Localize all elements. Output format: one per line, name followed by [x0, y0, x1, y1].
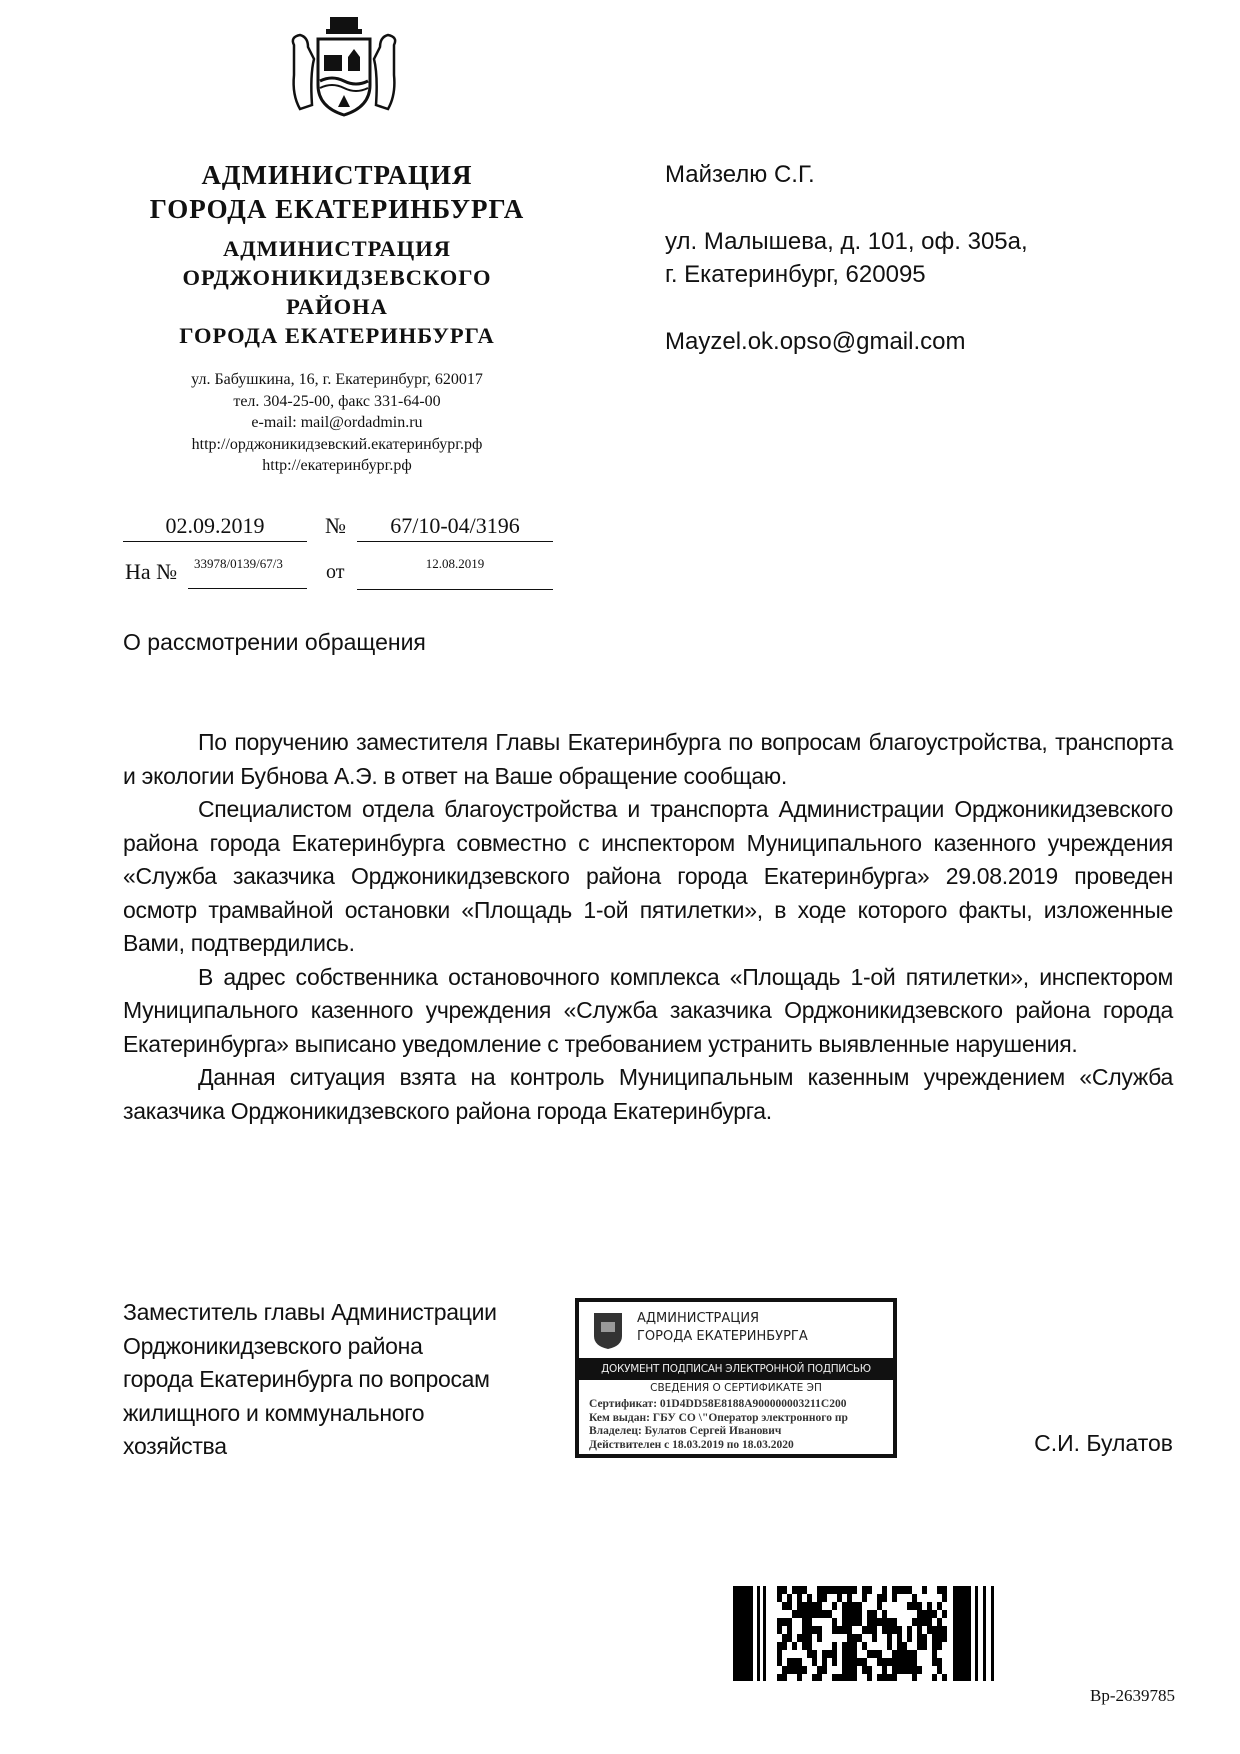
barcode-bar	[882, 1594, 887, 1602]
recipient-address-line1: ул. Малышева, д. 101, оф. 305а,	[665, 228, 1028, 255]
barcode-bar	[932, 1674, 937, 1681]
barcode-bar	[847, 1626, 852, 1634]
barcode-bar	[922, 1634, 927, 1642]
barcode-bar	[832, 1626, 837, 1634]
barcode-bar	[782, 1618, 787, 1626]
body-paragraph: В адрес собственника остановочного комплекса «Площадь 1-ой пятилетки», инспектором Муниципального казенного учреждения «Служба заказчика Орджоникидзевского района города Екатеринбурга» выписано уведомление с требованием устранить выявленные нарушения.	[123, 963, 1173, 1057]
barcode-bar	[837, 1674, 842, 1681]
barcode-bar	[882, 1586, 887, 1594]
barcode-bar	[812, 1626, 817, 1634]
barcode-bar	[817, 1602, 822, 1610]
barcode-bar	[922, 1642, 927, 1650]
barcode-bar	[777, 1594, 782, 1602]
stamp-validity: Действителен с 18.03.2019 по 18.03.2020	[589, 1438, 794, 1451]
stamp-title-line: ГОРОДА ЕКАТЕРИНБУРГА	[637, 1329, 808, 1344]
barcode-bar	[872, 1610, 877, 1618]
org-address: ул. Бабушкина, 16, г. Екатеринбург, 620017	[191, 371, 483, 388]
barcode-bar	[777, 1650, 782, 1658]
barcode-bar	[842, 1642, 847, 1650]
district-title-line: ГОРОДА ЕКАТЕРИНБУРГА	[179, 323, 495, 348]
barcode-bar	[857, 1658, 862, 1666]
barcode-bar	[842, 1602, 847, 1610]
barcode-bar	[787, 1666, 792, 1674]
barcode-bar	[792, 1610, 797, 1618]
ref-number: 33978/0139/67/3	[188, 556, 307, 589]
barcode-bar	[757, 1586, 760, 1681]
barcode-bar	[877, 1658, 882, 1666]
barcode-bar	[857, 1610, 862, 1618]
barcode-bar	[852, 1658, 857, 1666]
barcode-bar	[857, 1618, 862, 1626]
barcode-bar	[907, 1626, 912, 1634]
barcode-bar	[852, 1634, 857, 1642]
ref-from-label: от	[326, 561, 345, 583]
barcode-bar	[832, 1650, 837, 1658]
barcode-bar	[807, 1610, 812, 1618]
barcode-bar	[817, 1666, 822, 1674]
barcode-bar	[837, 1626, 842, 1634]
barcode-bar	[812, 1658, 817, 1666]
position-line: Заместитель главы Администрации	[123, 1299, 497, 1325]
barcode-bar	[777, 1586, 782, 1594]
barcode-bar	[917, 1618, 922, 1626]
barcode-bar	[812, 1602, 817, 1610]
barcode-bar	[937, 1658, 942, 1666]
barcode-bar	[782, 1674, 787, 1681]
barcode-bar	[983, 1586, 986, 1681]
barcode-bar	[837, 1594, 842, 1602]
barcode-bar	[842, 1586, 847, 1594]
barcode-bar	[892, 1586, 897, 1594]
barcode-bar	[877, 1650, 882, 1658]
barcode-bar	[802, 1626, 807, 1634]
barcode-bar	[842, 1666, 847, 1674]
stamp-subtitle: СВЕДЕНИЯ О СЕРТИФИКАТЕ ЭП	[650, 1382, 822, 1394]
body-paragraph: Данная ситуация взята на контроль Муниципальным казенным учреждением «Служба заказчика Орджоникидзевского района города Екатеринбурга.	[123, 1064, 1173, 1124]
barcode-bar	[852, 1642, 857, 1650]
barcode-bar	[892, 1650, 897, 1658]
signatory-name: С.И. Булатов	[1034, 1430, 1173, 1456]
barcode-bar	[822, 1650, 827, 1658]
barcode-bar	[942, 1610, 947, 1618]
barcode-bar	[882, 1626, 887, 1634]
barcode-bar	[887, 1642, 892, 1650]
barcode-bar	[862, 1642, 867, 1650]
barcode	[733, 1586, 995, 1681]
barcode-bar	[797, 1674, 802, 1681]
barcode-bar	[902, 1650, 907, 1658]
recipient-address-line2: г. Екатеринбург, 620095	[665, 261, 926, 288]
barcode-bar	[847, 1642, 852, 1650]
barcode-bar	[892, 1666, 897, 1674]
barcode-bar	[797, 1634, 802, 1642]
barcode-bar	[872, 1618, 877, 1626]
barcode-bar	[832, 1642, 837, 1650]
barcode-bar	[922, 1586, 927, 1594]
barcode-bar	[847, 1594, 852, 1602]
barcode-bar	[807, 1626, 812, 1634]
barcode-bar	[847, 1650, 852, 1658]
barcode-bar	[907, 1586, 912, 1594]
barcode-bar	[942, 1634, 947, 1642]
barcode-bar	[842, 1658, 847, 1666]
barcode-bar	[877, 1594, 882, 1602]
barcode-bar	[817, 1674, 822, 1681]
barcode-bar	[892, 1594, 897, 1602]
barcode-bar	[902, 1586, 907, 1594]
barcode-id: Вр-2639785	[1090, 1686, 1175, 1705]
barcode-bar	[797, 1602, 802, 1610]
barcode-bar	[827, 1650, 832, 1658]
barcode-bar	[917, 1642, 922, 1650]
barcode-bar	[937, 1586, 942, 1594]
number-label: №	[325, 513, 346, 538]
barcode-bar	[907, 1650, 912, 1658]
barcode-bar	[822, 1586, 827, 1594]
org-title-line2: ГОРОДА ЕКАТЕРИНБУРГА	[149, 194, 525, 224]
barcode-bar	[807, 1642, 812, 1650]
barcode-bar	[787, 1634, 792, 1642]
barcode-bar	[917, 1610, 922, 1618]
org-website-city: http://екатеринбург.рф	[262, 457, 412, 474]
barcode-bar	[802, 1586, 807, 1594]
stamp-issuer: Кем выдан: ГБУ СО \"Оператор электронного пр	[589, 1411, 848, 1424]
barcode-bar	[991, 1586, 994, 1681]
barcode-bar	[852, 1610, 857, 1618]
barcode-bar	[782, 1602, 787, 1610]
barcode-bar	[812, 1610, 817, 1618]
barcode-bar	[975, 1586, 978, 1681]
barcode-bar	[912, 1650, 917, 1658]
barcode-bar	[912, 1602, 917, 1610]
barcode-bar	[867, 1610, 872, 1618]
barcode-bar	[832, 1618, 837, 1626]
barcode-bar	[802, 1610, 807, 1618]
barcode-bar	[897, 1658, 902, 1666]
position-line: жилищного и коммунального	[123, 1399, 425, 1426]
barcode-bar	[852, 1618, 857, 1626]
barcode-bar	[917, 1634, 922, 1642]
barcode-bar	[792, 1586, 797, 1594]
barcode-bar	[777, 1642, 782, 1650]
barcode-bar	[782, 1666, 787, 1674]
barcode-bar	[907, 1666, 912, 1674]
barcode-bar	[937, 1634, 942, 1642]
barcode-bar	[867, 1674, 872, 1681]
barcode-bar	[847, 1610, 852, 1618]
barcode-bar	[882, 1666, 887, 1674]
barcode-bar	[797, 1586, 802, 1594]
barcode-bar	[842, 1618, 847, 1626]
barcode-bar	[927, 1602, 932, 1610]
barcode-bar	[857, 1602, 862, 1610]
barcode-bar	[887, 1658, 892, 1666]
barcode-bar	[912, 1674, 917, 1681]
barcode-bar	[802, 1666, 807, 1674]
barcode-bar	[782, 1634, 787, 1642]
barcode-bar	[822, 1666, 827, 1674]
barcode-bar	[807, 1594, 812, 1602]
barcode-bar	[907, 1602, 912, 1610]
barcode-bar	[942, 1626, 947, 1634]
barcode-bar	[832, 1674, 837, 1681]
barcode-bar	[937, 1618, 942, 1626]
barcode-bar	[932, 1650, 937, 1658]
barcode-bar	[827, 1586, 832, 1594]
org-contacts	[87, 369, 587, 477]
barcode-bar	[867, 1586, 872, 1594]
barcode-bar	[822, 1610, 827, 1618]
barcode-bar	[842, 1650, 847, 1658]
barcode-bar	[792, 1642, 797, 1650]
barcode-bar	[922, 1610, 927, 1618]
stamp-emblem-icon	[591, 1310, 625, 1350]
barcode-bar	[877, 1674, 882, 1681]
barcode-bar	[887, 1674, 892, 1681]
barcode-bar	[907, 1634, 912, 1642]
outgoing-number: 67/10-04/3196	[357, 513, 553, 542]
barcode-bar	[847, 1586, 852, 1594]
barcode-bar	[867, 1666, 872, 1674]
district-title	[87, 234, 587, 350]
district-title-line: АДМИНИСТРАЦИЯ	[222, 236, 452, 261]
position-line: города Екатеринбурга по вопросам	[123, 1366, 490, 1392]
barcode-bar	[937, 1602, 942, 1610]
stamp-details	[589, 1398, 848, 1452]
barcode-bar	[792, 1658, 797, 1666]
barcode-bar	[872, 1650, 877, 1658]
barcode-bar	[897, 1642, 902, 1650]
ref-number-label: На №	[125, 559, 178, 584]
barcode-bar	[777, 1674, 782, 1681]
barcode-bar	[902, 1642, 907, 1650]
barcode-bar	[927, 1618, 932, 1626]
district-title-line: ОРДЖОНИКИДЗЕВСКОГО	[182, 265, 492, 290]
barcode-bar	[777, 1626, 782, 1634]
barcode-bar	[837, 1586, 842, 1594]
barcode-bar	[897, 1650, 902, 1658]
barcode-bar	[802, 1634, 807, 1642]
barcode-bar	[847, 1602, 852, 1610]
barcode-bar	[942, 1586, 947, 1594]
barcode-bar	[797, 1658, 802, 1666]
barcode-bar	[862, 1594, 867, 1602]
coat-of-arms-logo	[286, 15, 402, 120]
barcode-bar	[827, 1610, 832, 1618]
barcode-bar	[782, 1586, 787, 1594]
barcode-bar	[847, 1658, 852, 1666]
barcode-bar	[787, 1602, 792, 1610]
barcode-bar	[852, 1586, 857, 1594]
barcode-bar	[937, 1626, 942, 1634]
barcode-bar	[872, 1634, 877, 1642]
barcode-bar	[787, 1658, 792, 1666]
body-paragraph: Специалистом отдела благоустройства и транспорта Администрации Орджоникидзевского района города Екатеринбурга совместно с инспектором Муниципального казенного учреждения «Служба заказчика Орджоникидзевского района города Екатеринбурга» 29.08.2019 проведен осмотр трамвайной остановки «Площадь 1-ой пятилетки», в ходе которого факты, изложенные Вами, подтвердились.	[123, 796, 1173, 956]
barcode-bar	[912, 1658, 917, 1666]
barcode-bar	[922, 1618, 927, 1626]
barcode-bar	[842, 1610, 847, 1618]
barcode-bar	[887, 1618, 892, 1626]
barcode-bar	[907, 1658, 912, 1666]
barcode-bar	[897, 1586, 902, 1594]
barcode-bar	[787, 1594, 792, 1602]
barcode-bar	[822, 1658, 827, 1666]
letter-body	[123, 726, 1173, 1128]
barcode-bar	[847, 1674, 852, 1681]
electronic-signature-stamp	[575, 1298, 897, 1458]
barcode-bar	[917, 1626, 922, 1634]
barcode-bar	[862, 1626, 867, 1634]
ref-date: 12.08.2019	[357, 556, 553, 590]
barcode-bar	[942, 1594, 947, 1602]
barcode-bar	[822, 1594, 827, 1602]
barcode-bar	[807, 1650, 812, 1658]
barcode-bar	[862, 1586, 867, 1594]
barcode-bar	[802, 1618, 807, 1626]
barcode-bar	[867, 1650, 872, 1658]
barcode-bar	[902, 1666, 907, 1674]
barcode-bar	[782, 1642, 787, 1650]
barcode-bar	[763, 1586, 766, 1681]
barcode-bar	[812, 1674, 817, 1681]
barcode-bar	[892, 1658, 897, 1666]
barcode-bar	[847, 1666, 852, 1674]
stamp-owner: Владелец: Булатов Сергей Иванович	[589, 1425, 782, 1437]
district-title-line: РАЙОНА	[286, 294, 388, 319]
recipient-name: Майзелю С.Г.	[665, 161, 815, 188]
barcode-bar	[817, 1634, 822, 1642]
org-title-line1: АДМИНИСТРАЦИЯ	[201, 160, 473, 190]
org-phone: тел. 304-25-00, факс 331-64-00	[233, 392, 441, 410]
barcode-bar	[807, 1634, 812, 1642]
org-website-district: http://орджоникидзевский.екатеринбург.рф	[191, 435, 483, 453]
barcode-bar	[812, 1650, 817, 1658]
barcode-bar	[912, 1666, 917, 1674]
barcode-bar	[852, 1602, 857, 1610]
barcode-bar	[857, 1634, 862, 1642]
barcode-bar	[797, 1610, 802, 1618]
barcode-bar	[847, 1618, 852, 1626]
stamp-certificate: Сертификат: 01D4DD58E8188A900000003211C200	[589, 1398, 847, 1410]
signatory-position	[123, 1296, 573, 1464]
barcode-bar	[927, 1610, 932, 1618]
subject-line: О рассмотрении обращения	[123, 629, 426, 655]
barcode-bar	[777, 1658, 782, 1666]
barcode-bar	[887, 1626, 892, 1634]
barcode-bar	[852, 1666, 857, 1674]
barcode-bar	[917, 1666, 922, 1674]
barcode-bar	[897, 1634, 902, 1642]
barcode-bar	[937, 1642, 942, 1650]
barcode-bar	[897, 1666, 902, 1674]
barcode-bar	[932, 1610, 937, 1618]
barcode-bar	[917, 1602, 922, 1610]
barcode-bar	[887, 1634, 892, 1642]
stamp-title-line: АДМИНИСТРАЦИЯ	[637, 1311, 760, 1326]
barcode-bar	[847, 1634, 852, 1642]
barcode-bar	[882, 1674, 887, 1681]
barcode-bar	[942, 1674, 947, 1681]
barcode-bar	[817, 1586, 822, 1594]
barcode-bar	[842, 1626, 847, 1634]
barcode-bar	[797, 1594, 802, 1602]
barcode-bar	[882, 1610, 887, 1618]
barcode-bar	[802, 1642, 807, 1650]
barcode-bar	[817, 1610, 822, 1618]
barcode-bar	[932, 1658, 937, 1666]
position-line: хозяйства	[123, 1433, 227, 1459]
barcode-bar	[733, 1586, 753, 1681]
barcode-bar	[797, 1666, 802, 1674]
barcode-bar	[862, 1658, 867, 1666]
recipient-email: Mayzel.ok.opso@gmail.com	[665, 328, 966, 355]
outgoing-date: 02.09.2019	[123, 513, 307, 542]
barcode-bar	[817, 1594, 822, 1602]
barcode-bar	[902, 1658, 907, 1666]
barcode-bar	[832, 1586, 837, 1594]
barcode-bar	[832, 1658, 837, 1666]
barcode-bar	[807, 1602, 812, 1610]
barcode-bar	[932, 1634, 937, 1642]
barcode-bar	[842, 1674, 847, 1681]
barcode-bar	[787, 1626, 792, 1634]
barcode-bar	[892, 1626, 897, 1634]
barcode-bar	[852, 1650, 857, 1658]
barcode-bar	[932, 1642, 937, 1650]
barcode-bar	[882, 1658, 887, 1666]
barcode-bar	[802, 1602, 807, 1610]
barcode-bar	[807, 1618, 812, 1626]
barcode-bar	[877, 1602, 882, 1610]
barcode-bar	[912, 1618, 917, 1626]
org-title	[87, 158, 587, 226]
barcode-bar	[932, 1626, 937, 1634]
barcode-bar	[862, 1666, 867, 1674]
barcode-bar	[897, 1626, 902, 1634]
barcode-bar	[832, 1602, 837, 1610]
barcode-bar	[892, 1618, 897, 1626]
barcode-bar	[817, 1626, 822, 1634]
position-line: Орджоникидзевского района	[123, 1332, 423, 1359]
barcode-bar	[787, 1618, 792, 1626]
body-paragraph: По поручению заместителя Главы Екатеринбурга по вопросам благоустройства, транспорта и экологии Бубнова А.Э. в ответ на Ваше обращение сообщаю.	[123, 729, 1173, 789]
stamp-title	[637, 1310, 808, 1346]
barcode-bar	[927, 1626, 932, 1634]
barcode-bar	[852, 1674, 857, 1681]
barcode-bar	[872, 1626, 877, 1634]
barcode-bar	[882, 1618, 887, 1626]
barcode-bar	[867, 1618, 872, 1626]
barcode-bar	[877, 1618, 882, 1626]
barcode-bar	[867, 1626, 872, 1634]
org-email: e-mail: mail@ordadmin.ru	[251, 414, 423, 431]
barcode-bar	[892, 1674, 897, 1681]
barcode-bar	[912, 1594, 917, 1602]
barcode-bar	[792, 1666, 797, 1674]
barcode-bar	[937, 1666, 942, 1674]
stamp-band: ДОКУМЕНТ ПОДПИСАН ЭЛЕКТРОННОЙ ПОДПИСЬЮ	[579, 1358, 893, 1380]
barcode-bar	[953, 1586, 971, 1681]
barcode-bar	[777, 1618, 782, 1626]
